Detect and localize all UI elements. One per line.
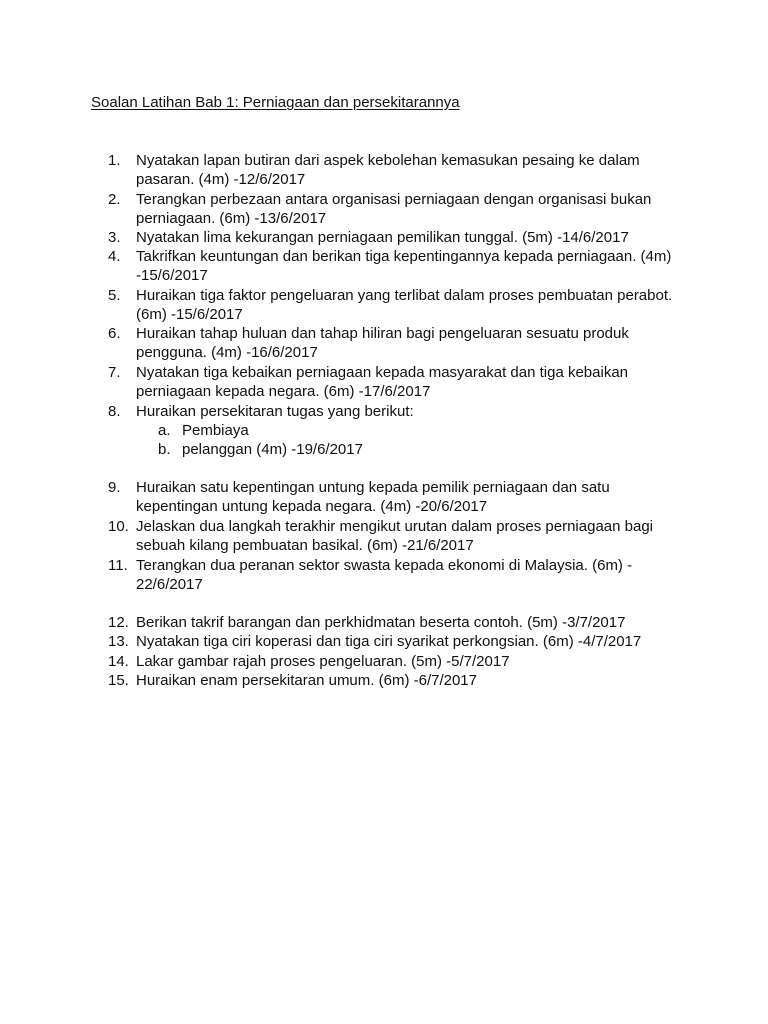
question-4 [108, 247, 672, 286]
question-number: 12. [108, 614, 129, 631]
question-8-subitem-a [158, 421, 249, 440]
question-13 [108, 632, 668, 651]
question-text-line: pengguna. (4m) -16/6/2017 [136, 344, 318, 362]
question-text-line: Berikan takrif barangan dan perkhidmatan beserta contoh. (5m) -3/7/2017 [136, 614, 626, 631]
question-text-line: Terangkan perbezaan antara organisasi perniagaan dengan organisasi bukan [136, 191, 652, 208]
question-1 [108, 151, 668, 190]
question-number: 10. [108, 518, 129, 535]
question-text-line: Huraikan tiga faktor pengeluaran yang terlibat dalam proses pembuatan perabot. [136, 287, 673, 304]
question-text-line: Terangkan dua peranan sektor swasta kepada ekonomi di Malaysia. (6m) - [136, 557, 633, 574]
question-text-line: Takrifkan keuntungan dan berikan tiga kepentingannya kepada perniagaan. (4m) [136, 248, 672, 265]
question-text-line: Nyatakan tiga ciri koperasi dan tiga ciri syarikat perkongsian. (6m) -4/7/2017 [136, 633, 642, 650]
question-number: 3. [108, 229, 121, 246]
question-11 [108, 556, 668, 595]
question-text-line: kepentingan untung kepada negara. (4m) -20/6/2017 [136, 498, 488, 516]
question-5 [108, 286, 673, 325]
question-3 [108, 228, 668, 247]
subitem-letter: b. [158, 441, 171, 458]
question-text-line: Huraikan persekitaran tugas yang berikut: [136, 403, 414, 420]
question-text-line: Huraikan satu kepentingan untung kepada pemilik perniagaan dan satu [136, 479, 610, 496]
question-number: 14. [108, 653, 129, 670]
question-number: 11. [108, 557, 128, 574]
question-number: 6. [108, 325, 121, 342]
question-2 [108, 190, 668, 229]
question-number: 5. [108, 287, 121, 304]
question-12 [108, 613, 668, 632]
question-number: 4. [108, 248, 121, 265]
question-text-line: sebuah kilang pembuatan basikal. (6m) -21/6/2017 [136, 537, 474, 555]
question-6 [108, 324, 668, 363]
question-text-line: perniagaan. (6m) -13/6/2017 [136, 210, 327, 228]
question-8-subitem-b [158, 440, 363, 459]
question-text-line: -15/6/2017 [136, 267, 208, 285]
question-text-line: Huraikan tahap huluan dan tahap hiliran bagi pengeluaran sesuatu produk [136, 325, 629, 342]
question-7 [108, 363, 668, 402]
question-text-line: pasaran. (4m) -12/6/2017 [136, 171, 306, 189]
question-9 [108, 478, 668, 517]
question-text-line: Nyatakan lapan butiran dari aspek kebolehan kemasukan pesaing ke dalam [136, 152, 640, 169]
question-text-line: Huraikan enam persekitaran umum. (6m) -6/7/2017 [136, 672, 477, 689]
question-text-line: Jelaskan dua langkah terakhir mengikut urutan dalam proses perniagaan bagi [136, 518, 653, 535]
question-15 [108, 671, 668, 690]
question-text-line: Nyatakan tiga kebaikan perniagaan kepada masyarakat dan tiga kebaikan [136, 364, 628, 381]
document-title: Soalan Latihan Bab 1: Perniagaan dan persekitarannya [91, 94, 460, 111]
question-number: 1. [108, 152, 121, 169]
question-number: 2. [108, 191, 121, 208]
subitem-letter: a. [158, 422, 171, 439]
subitem-text: Pembiaya [182, 422, 249, 439]
question-text-line: perniagaan kepada negara. (6m) -17/6/2017 [136, 383, 431, 401]
subitem-text: pelanggan (4m) -19/6/2017 [182, 441, 363, 458]
question-text-line: Nyatakan lima kekurangan perniagaan pemilikan tunggal. (5m) -14/6/2017 [136, 229, 629, 246]
question-10 [108, 517, 668, 556]
question-number: 9. [108, 479, 121, 496]
question-14 [108, 652, 668, 671]
question-number: 15. [108, 672, 129, 689]
question-8 [108, 402, 668, 421]
question-text-line: 22/6/2017 [136, 576, 203, 594]
question-text-line: (6m) -15/6/2017 [136, 306, 243, 324]
question-number: 13. [108, 633, 129, 650]
question-number: 7. [108, 364, 121, 381]
question-number: 8. [108, 403, 121, 420]
question-text-line: Lakar gambar rajah proses pengeluaran. (5m) -5/7/2017 [136, 653, 510, 670]
